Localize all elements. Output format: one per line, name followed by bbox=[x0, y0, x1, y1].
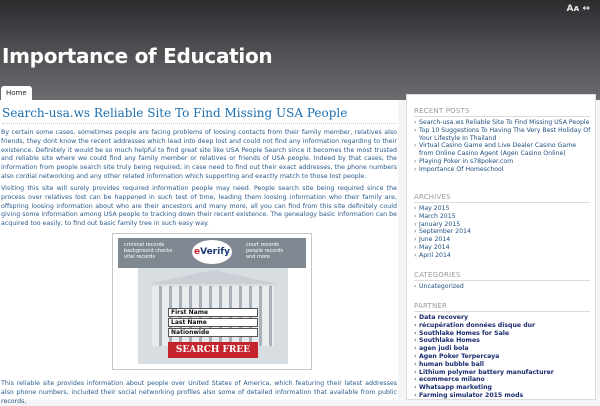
partner-link[interactable]: › Data recovery bbox=[414, 314, 592, 322]
partner-link[interactable]: › Farming simulator 2015 mods bbox=[414, 392, 592, 400]
post-title[interactable]: Search-usa.ws Reliable Site To Find Missing USA People bbox=[2, 106, 396, 124]
recent-posts-list bbox=[414, 119, 592, 174]
site-header bbox=[0, 0, 600, 100]
post-paragraph-3: This reliable site provides information about people over United States of America, which featuring their latest addresses also phone numbers, included their social networking profiles also some of detailed information that available from public records, bbox=[1, 380, 397, 405]
courthouse-roof bbox=[148, 270, 278, 284]
archive-item[interactable]: › May 2015 bbox=[414, 205, 592, 213]
archive-item[interactable]: › September 2014 bbox=[414, 228, 592, 236]
verify-logo-accent: e bbox=[194, 247, 201, 257]
archives-list bbox=[414, 205, 592, 260]
archive-item[interactable]: › April 2014 bbox=[414, 252, 592, 260]
partner-link[interactable]: › ecommerce milano bbox=[414, 376, 592, 384]
recent-posts-divider bbox=[414, 116, 590, 117]
archives-divider bbox=[414, 202, 590, 203]
ad-search-form bbox=[168, 308, 258, 360]
ad-left-text: criminal records background checks vital records bbox=[124, 242, 173, 260]
partner-divider bbox=[414, 311, 590, 312]
recent-posts-title: RECENT POSTS bbox=[414, 107, 470, 115]
people-search-ad[interactable] bbox=[112, 233, 312, 370]
partner-link[interactable]: › Lithium polymer battery manufacturer bbox=[414, 369, 592, 377]
sidebar bbox=[406, 94, 596, 400]
post-paragraph-1: By certain some cases, sometimes people are facing problems of loosing contacts from their family member, relatives also friends, they dont know the recent addresses which lead into deep lost and could not find any information regarding to their existence. Definitely it would be so much helpful to find great site like USA People Search since it becomes the most trusted and reliable site where we could find any family member or relatives or friends of USA people. Indeed by that cases, the information from people search site truly being required, in case need to find out their exact addresses, the phone numbers also cordial networking and any other related information which supporting and exactly match to those lost people. bbox=[1, 129, 397, 180]
categories-title: CATEGORIES bbox=[414, 271, 461, 279]
nationwide-select[interactable]: Nationwide bbox=[168, 328, 258, 337]
partner-link[interactable]: › agen judi bola bbox=[414, 345, 592, 353]
recent-post-item[interactable]: › Search-usa.ws Reliable Site To Find Missing USA People bbox=[414, 119, 592, 127]
verify-logo bbox=[192, 240, 232, 264]
nav-tab-home[interactable]: Home bbox=[1, 86, 32, 100]
partner-link[interactable]: › Southlake Homes bbox=[414, 337, 592, 345]
font-size-tools[interactable]: Aᴀ ↔ bbox=[566, 4, 590, 14]
category-item[interactable]: › Uncategorized bbox=[414, 283, 592, 291]
archives-title: ARCHIVES bbox=[414, 193, 451, 201]
recent-post-item[interactable]: › Top 10 Suggestions To Having The Very Best Holiday Of Your Lifestyle In Thailand bbox=[414, 127, 592, 143]
archive-item[interactable]: › January 2015 bbox=[414, 221, 592, 229]
categories-list bbox=[414, 283, 592, 291]
archive-item[interactable]: › March 2015 bbox=[414, 213, 592, 221]
site-title[interactable]: Importance of Education bbox=[2, 44, 273, 68]
recent-post-item[interactable]: › Importance Of Homeschool bbox=[414, 166, 592, 174]
partner-title: PARTNER bbox=[414, 302, 448, 310]
partner-link[interactable]: › Agen Poker Terpercaya bbox=[414, 353, 592, 361]
partner-link[interactable]: › Southlake Homes for Sale bbox=[414, 330, 592, 338]
partner-link[interactable]: › human bubble ball bbox=[414, 361, 592, 369]
last-name-field[interactable]: Last Name bbox=[168, 318, 258, 327]
archive-item[interactable]: › May 2014 bbox=[414, 244, 592, 252]
partner-list bbox=[414, 314, 592, 400]
partner-link[interactable]: › récupération données disque dur bbox=[414, 322, 592, 330]
verify-logo-text: Verify bbox=[200, 247, 230, 257]
courthouse-image bbox=[138, 268, 288, 364]
post-paragraph-2: Visiting this site will surely provides required information people may need. People search site being required since the process over relatives lost can be happened in such test of time, leading them loosing information who their family are, offspring loosing information about who are their ancestors and many more, all you can find from this site definitely could giving some information among USA people to tracking down their recent existence. The genealogy basic information can be acquired too easily, to find out basic family tree in such easy way. bbox=[1, 185, 397, 228]
recent-post-item[interactable]: › Virtual Casino Game and Live Dealer Casino Game from Online Casino Agent (Agen Casino Online) bbox=[414, 142, 592, 158]
search-free-button[interactable]: SEARCH FREE bbox=[168, 342, 258, 358]
partner-link[interactable]: › Whatsapp marketing bbox=[414, 384, 592, 392]
first-name-field[interactable]: First Name bbox=[168, 308, 258, 317]
archive-item[interactable]: › June 2014 bbox=[414, 236, 592, 244]
recent-post-item[interactable]: › Playing Poker in s78poker.com bbox=[414, 158, 592, 166]
ad-right-text: court records people records and more bbox=[246, 242, 284, 260]
categories-divider bbox=[414, 280, 590, 281]
ad-banner bbox=[118, 238, 306, 268]
